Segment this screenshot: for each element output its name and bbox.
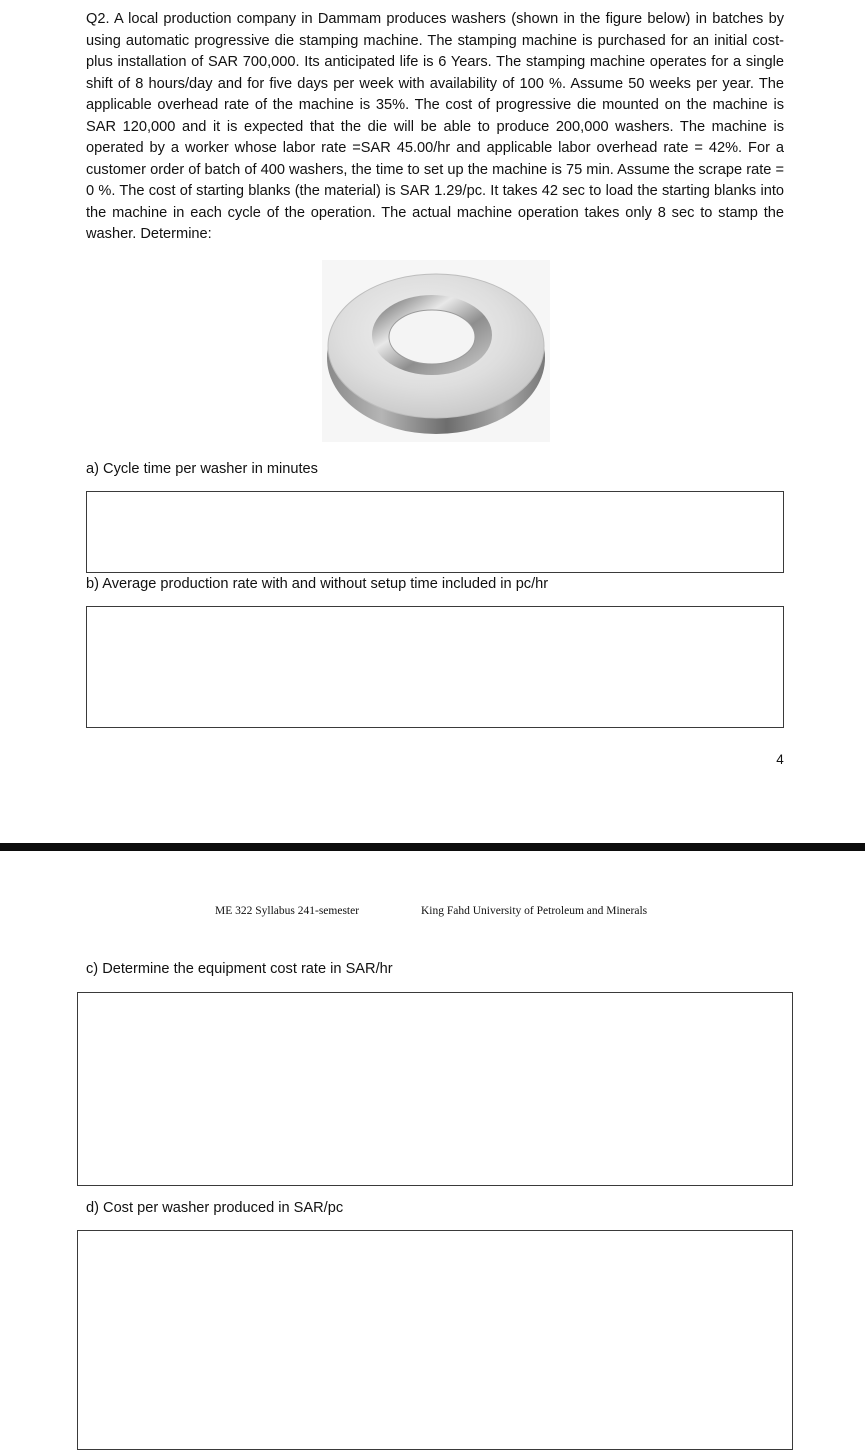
part-a-answer-box[interactable] [86,491,784,573]
part-b-answer-box[interactable] [86,606,784,728]
washer-illustration [322,260,550,442]
washer-image [322,260,550,442]
header-university: King Fahd University of Petroleum and Minerals [421,905,648,917]
part-d-label: d) Cost per washer produced in SAR/pc [86,1200,344,1216]
part-d-answer-box[interactable] [77,1230,793,1450]
page-divider [0,843,865,851]
part-b-label: b) Average production rate with and without setup time included in pc/hr [86,576,549,592]
page-number: 4 [776,752,784,767]
part-c-label: c) Determine the equipment cost rate in SAR/hr [86,961,393,977]
header-course: ME 322 Syllabus 241-semester [215,905,360,917]
part-a-label: a) Cycle time per washer in minutes [86,461,318,477]
question-text: Q2. A local production company in Dammam produces washers (shown in the figure below) in batches by using automatic progressive die stamping machine. The stamping machine is purchased for an initial cost-plus installation of SAR 700,000. Its anticipated life is 6 Years. The stamping machine operates for a single shift of 8 hours/day and for five days per week with availability of 100 %. Assume 50 weeks per year. The applicable overhead rate of the machine is 35%. The cost of progressive die mounted on the machine is SAR 120,000 and it is expected that the die will be able to produce 200,000 washers. The machine is operated by a worker whose labor rate =SAR 45.00/hr and applicable labor overhead rate = 42%. For a customer order of batch of 400 washers, the time to set up the machine is 75 min. Assume the scrape rate = 0 %. The cost of starting blanks (the material) is SAR 1.29/pc. It takes 42 sec to load the starting blanks into the machine in each cycle of the operation. The actual machine operation takes only 8 sec to stamp the washer. Determine: [86,11,784,243]
part-c-answer-box[interactable] [77,992,793,1186]
